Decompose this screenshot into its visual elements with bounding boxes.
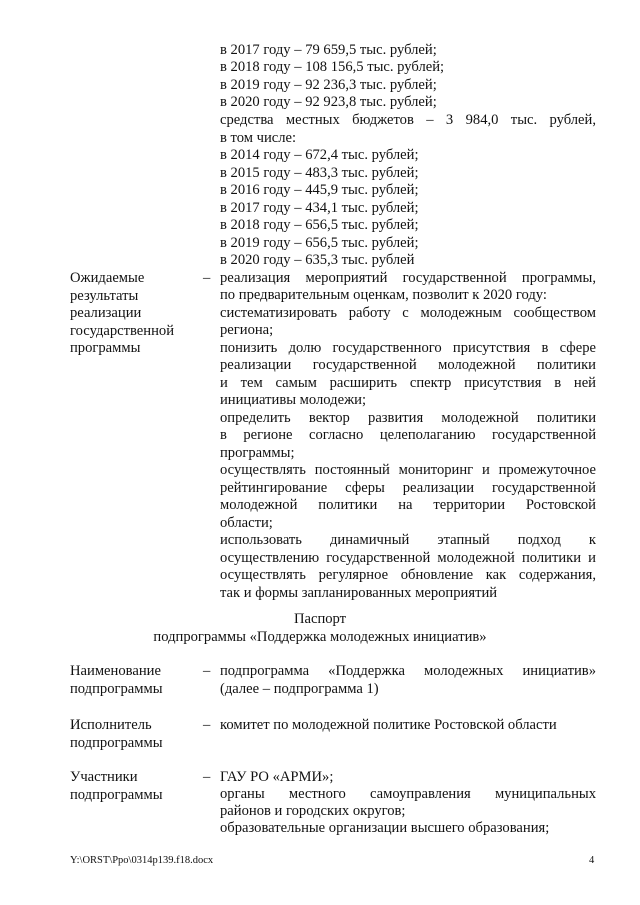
subprogram-name-label [70, 663, 195, 698]
funding-line: в 2017 году – 434,1 тыс. рублей; [220, 200, 419, 216]
result-line: реализация мероприятий государственной программы, [220, 270, 596, 286]
label-line: Участники [70, 769, 138, 785]
funding-line: в 2019 году – 92 236,3 тыс. рублей; [220, 77, 437, 93]
funding-line: в 2016 году – 445,9 тыс. рублей; [220, 182, 419, 198]
result-line: использовать динамичный этапный подход к [220, 532, 596, 548]
result-line: осуществлять постоянный мониторинг и промежуточное [220, 462, 596, 478]
expected-results-label [70, 270, 195, 358]
funding-line: в 2020 году – 635,3 тыс. рублей [220, 252, 415, 268]
funding-line: в 2015 году – 483,3 тыс. рублей; [220, 165, 419, 181]
label-line: Ожидаемые [70, 270, 145, 286]
funding-line: в 2018 году – 108 156,5 тыс. рублей; [220, 59, 445, 75]
participants-line: ГАУ РО «АРМИ»; [220, 769, 334, 785]
label-line: результаты [70, 287, 139, 304]
result-line: программы; [220, 445, 295, 461]
result-line: определить вектор развития молодежной политики [220, 410, 596, 426]
funding-line: в 2018 году – 656,5 тыс. рублей; [220, 217, 419, 233]
participants-line: образовательные организации высшего образования; [220, 820, 550, 836]
dash: – [203, 717, 211, 733]
result-line: области; [220, 515, 273, 531]
funding-line: в том числе: [220, 130, 297, 146]
result-line: понизить долю государственного присутствия в сфере [220, 340, 596, 356]
passport-title: Паспорт [293, 611, 347, 627]
subprogram-name-line: подпрограмма «Поддержка молодежных инициатив» [220, 663, 596, 679]
result-line: осуществлять регулярное обновление как содержания, [220, 567, 596, 583]
label-line: Наименование [70, 663, 161, 679]
dash: – [203, 769, 211, 785]
result-line: рейтингирование сферы реализации государственной [220, 480, 596, 496]
dash: – [203, 663, 211, 679]
participants-line: органы местного самоуправления муниципальных [220, 786, 596, 802]
label-line: Исполнитель [70, 717, 152, 733]
result-line: по предварительным оценкам, позволит к 2020 году: [220, 287, 547, 303]
result-line: инициативы молодежи; [220, 392, 367, 408]
passport-subtitle: подпрограммы «Поддержка молодежных инициатив» [153, 629, 487, 645]
file-path-footer: Y:\ORST\Ppo\0314p139.f18.docx [70, 855, 214, 866]
subprogram-name-line: (далее – подпрограмма 1) [220, 681, 379, 697]
label-line: программы [70, 340, 141, 356]
dash: – [203, 270, 211, 286]
label-line: подпрограммы [70, 734, 163, 751]
result-line: осуществлению государственной молодежной политики и [220, 550, 596, 566]
result-line: в регионе согласно целеполаганию государственной [220, 427, 596, 443]
participants-line: районов и городских округов; [220, 803, 406, 819]
funding-line: в 2020 году – 92 923,8 тыс. рублей; [220, 94, 437, 110]
result-line: и тем самым расширить спектр присутствия в ней [220, 375, 596, 391]
result-line: молодежной политики на территории Ростовской [220, 497, 596, 513]
participants-label [70, 769, 195, 804]
page-number: 4 [589, 855, 595, 866]
result-line: реализации государственной молодежной политики [220, 357, 596, 373]
executor-label [70, 717, 195, 752]
executor-line: комитет по молодежной политике Ростовской области [220, 717, 557, 733]
result-line: так и формы запланированных мероприятий [220, 585, 498, 601]
funding-line: в 2014 году – 672,4 тыс. рублей; [220, 147, 419, 163]
label-line: подпрограммы [70, 786, 163, 803]
result-line: систематизировать работу с молодежным сообществом [220, 305, 596, 321]
result-line: региона; [220, 322, 274, 338]
label-line: государственной [70, 322, 175, 339]
funding-line: средства местных бюджетов – 3 984,0 тыс. рублей, [220, 112, 596, 128]
label-line: реализации [70, 305, 142, 321]
label-line: подпрограммы [70, 680, 163, 697]
funding-line: в 2019 году – 656,5 тыс. рублей; [220, 235, 419, 251]
funding-line: в 2017 году – 79 659,5 тыс. рублей; [220, 42, 437, 58]
